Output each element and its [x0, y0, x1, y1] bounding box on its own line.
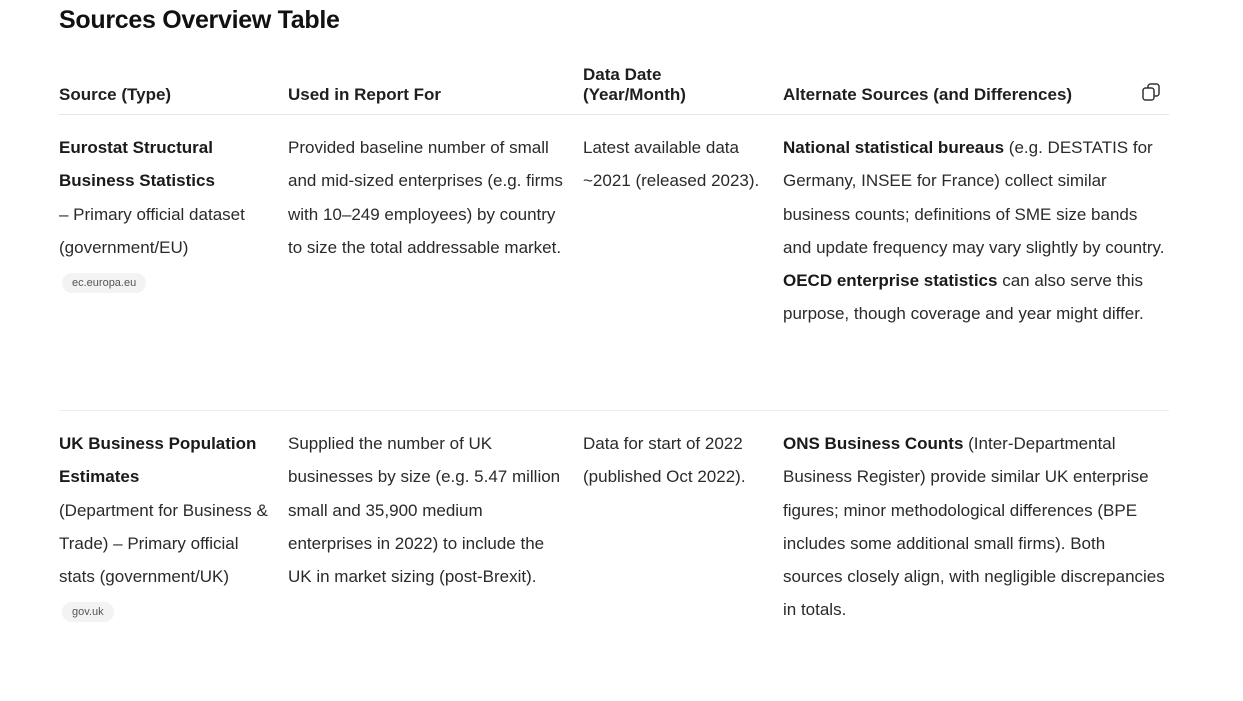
copy-icon[interactable] — [1139, 80, 1163, 104]
table-header-row — [59, 58, 1169, 115]
column-header-alternate-sources — [783, 58, 1169, 114]
data-date-cell: Data for start of 2022 (published Oct 2022). — [583, 434, 746, 487]
data-date-cell: Latest available data ~2021 (released 2023). — [583, 138, 760, 191]
source-name: UK Business Population Estimates — [59, 434, 257, 487]
alternate-source-name: OECD enterprise statistics — [783, 271, 998, 291]
source-link-chip[interactable]: ec.europa.eu — [62, 273, 146, 293]
alternate-source-name: ONS Business Counts — [783, 434, 964, 453]
used-for-cell: Supplied the number of UK businesses by size (e.g. 5.47 million small and 35,900 medium enterprises in 2022) to include the UK in market sizing (post-Brexit). — [288, 434, 561, 587]
alternate-sources-cell — [783, 411, 1169, 701]
alternate-source-name: National statistical bureaus — [783, 138, 1005, 157]
column-header-used-for: Used in Report For — [288, 85, 442, 104]
source-type: – Primary official dataset (government/EU) — [59, 204, 245, 257]
column-header-data-date — [583, 58, 783, 114]
used-for-cell: Provided baseline number of small and mid-sized enterprises (e.g. firms with 10–249 employees) by country to size the total addressable market. — [288, 138, 563, 257]
source-link-chip[interactable]: gov.uk — [62, 602, 114, 622]
alternate-source-text: (Inter-Departmental Business Register) provide similar UK enterprise figures; minor methodological differences (BPE includes some additional small firms). Both sources closely align, with negligible discrepancies in totals. — [783, 434, 1165, 620]
column-header-data-date-label: Data Date (Year/Month) — [583, 65, 686, 104]
table-row — [59, 411, 1169, 701]
source-name: Eurostat Structural Business Statistics — [59, 138, 215, 191]
source-cell — [59, 411, 288, 701]
alternate-source-text: can also serve this purpose, though coverage and year might differ. — [783, 271, 1144, 324]
column-header-source: Source (Type) — [59, 85, 172, 104]
source-type: (Department for Business & Trade) – Primary official stats (government/UK) — [59, 500, 268, 587]
alternate-sources-cell — [783, 115, 1169, 410]
table-row — [59, 115, 1169, 411]
page-title: Sources Overview Table — [59, 6, 340, 34]
sources-table — [59, 58, 1169, 701]
alternate-source-text: (e.g. DESTATIS for Germany, INSEE for France) collect similar business counts; definitions of SME size bands and update frequency may vary slightly by country. — [783, 138, 1165, 257]
column-header-alternate-label: Alternate Sources (and Differences) — [783, 85, 1073, 104]
source-cell — [59, 115, 288, 410]
